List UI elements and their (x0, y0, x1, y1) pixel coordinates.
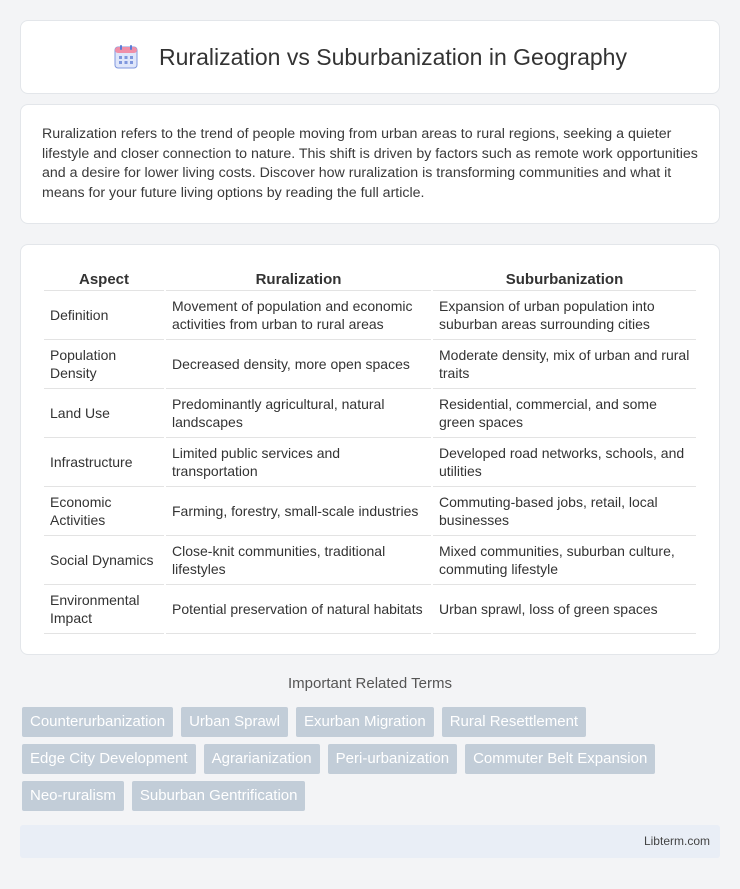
cell-suburbanization: Moderate density, mix of urban and rural traits (433, 340, 696, 389)
cell-suburbanization: Urban sprawl, loss of green spaces (433, 585, 696, 634)
cell-suburbanization: Expansion of urban population into suburban areas surrounding cities (433, 291, 696, 340)
intro-card (20, 104, 720, 224)
related-term-tag[interactable]: Exurban Migration (296, 707, 434, 737)
header-suburbanization: Suburbanization (433, 265, 696, 291)
cell-ruralization: Predominantly agricultural, natural landscapes (166, 389, 431, 438)
cell-ruralization: Potential preservation of natural habitats (166, 585, 431, 634)
cell-aspect: Economic Activities (44, 487, 164, 536)
related-term-tag[interactable]: Urban Sprawl (181, 707, 288, 737)
table-header-row (44, 265, 696, 291)
header-card (20, 20, 720, 94)
related-term-tag[interactable]: Peri-urbanization (328, 744, 457, 774)
table-row (44, 291, 696, 340)
table-row (44, 438, 696, 487)
table-row (44, 585, 696, 634)
cell-aspect: Infrastructure (44, 438, 164, 487)
page-title: Ruralization vs Suburbanization in Geography (159, 43, 627, 70)
comparison-table (42, 265, 698, 634)
calendar-icon (113, 44, 139, 70)
cell-aspect: Population Density (44, 340, 164, 389)
related-terms-list (22, 707, 722, 818)
related-term-tag[interactable]: Counterurbanization (22, 707, 173, 737)
header-ruralization: Ruralization (166, 265, 431, 291)
comparison-table-card (20, 244, 720, 655)
cell-ruralization: Decreased density, more open spaces (166, 340, 431, 389)
cell-aspect: Land Use (44, 389, 164, 438)
footer-site-link[interactable]: Libterm.com (643, 834, 710, 848)
cell-aspect: Definition (44, 291, 164, 340)
cell-ruralization: Farming, forestry, small-scale industries (166, 487, 431, 536)
cell-ruralization: Limited public services and transportation (166, 438, 431, 487)
related-term-tag[interactable]: Agrarianization (204, 744, 320, 774)
footer-bar (20, 825, 720, 858)
cell-ruralization: Close-knit communities, traditional lifestyles (166, 536, 431, 585)
related-terms-title: Important Related Terms (288, 675, 452, 692)
related-term-tag[interactable]: Rural Resettlement (442, 707, 586, 737)
intro-text: Ruralization refers to the trend of people moving from urban areas to rural regions, seeking a quieter lifestyle and closer connection to nature. This shift is driven by factors such as remote work opportunities and a desire for lower living costs. Discover how ruralization is transforming communities and what it means for your future living options by reading the full article. (42, 126, 698, 201)
table-row (44, 389, 696, 438)
related-term-tag[interactable]: Neo-ruralism (22, 781, 124, 811)
cell-suburbanization: Mixed communities, suburban culture, commuting lifestyle (433, 536, 696, 585)
cell-aspect: Social Dynamics (44, 536, 164, 585)
table-row (44, 340, 696, 389)
table-row (44, 487, 696, 536)
table-row (44, 536, 696, 585)
cell-suburbanization: Developed road networks, schools, and utilities (433, 438, 696, 487)
cell-suburbanization: Commuting-based jobs, retail, local businesses (433, 487, 696, 536)
related-term-tag[interactable]: Edge City Development (22, 744, 196, 774)
header-aspect: Aspect (44, 265, 164, 291)
cell-ruralization: Movement of population and economic activities from urban to rural areas (166, 291, 431, 340)
related-term-tag[interactable]: Commuter Belt Expansion (465, 744, 655, 774)
related-term-tag[interactable]: Suburban Gentrification (132, 781, 306, 811)
cell-aspect: Environmental Impact (44, 585, 164, 634)
cell-suburbanization: Residential, commercial, and some green spaces (433, 389, 696, 438)
